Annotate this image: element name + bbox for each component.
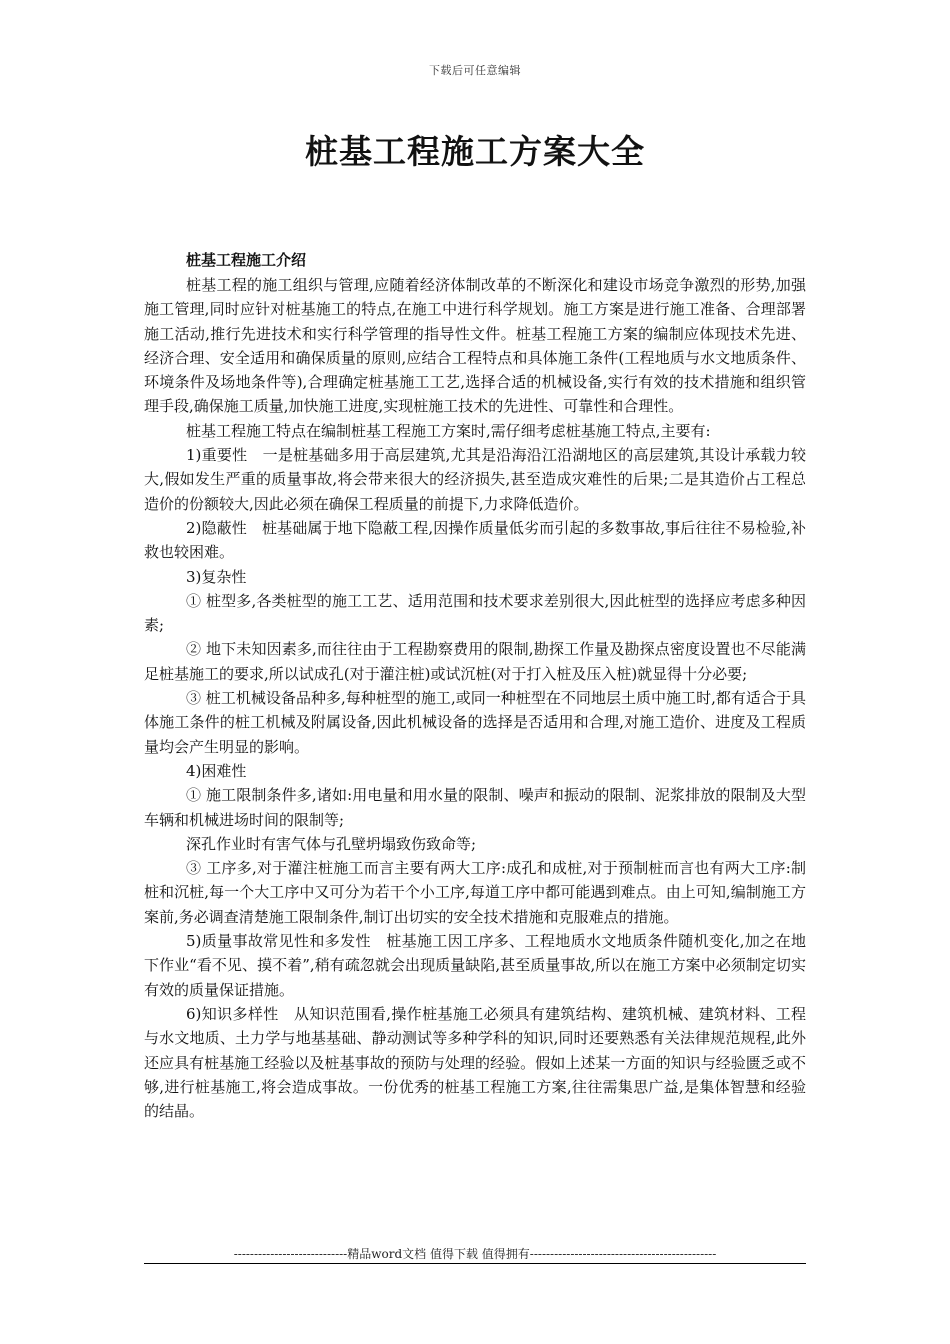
- paragraph-difficulty-1: ① 施工限制条件多,诸如:用电量和用水量的限制、噪声和振动的限制、泥浆排放的限制及大型车辆和机械进场时间的限制等;: [144, 786, 806, 829]
- paragraph-difficulty-3: ③ 工序多,对于灌注桩施工而言主要有两大工序:成孔和成桩,对于预制桩而言也有两大工序:制桩和沉桩,每一个大工序中又可分为若干个小工序,每道工序中都可能遇到难点。由上可知,编制施工方案前,务必调查清楚施工限制条件,制订出切实的安全技术措施和克服难点的措施。: [144, 859, 806, 926]
- paragraph-intro: 桩基工程的施工组织与管理,应随着经济体制改革的不断深化和建设市场竞争激烈的形势,加强施工管理,同时应针对桩基施工的特点,在施工中进行科学规划。施工方案是进行施工准备、合理部署施工活动,推行先进技术和实行科学管理的指导性文件。桩基工程施工方案的编制应体现技术先进、经济合理、安全适用和确保质量的原则,应结合工程特点和具体施工条件(工程地质与水文地质条件、环境条件及场地条件等),合理确定桩基施工工艺,选择合适的机械设备,实行有效的技术措施和组织管理手段,确保施工质量,加快施工进度,实现桩施工技术的先进性、可靠性和合理性。: [144, 276, 806, 416]
- paragraph-difficulty-heading: 4)困难性: [186, 761, 247, 780]
- section-heading: 桩基工程施工介绍: [186, 251, 307, 269]
- paragraph-difficulty-2: 深孔作业时有害气体与孔壁坍塌致伤致命等;: [186, 834, 477, 853]
- paragraph-features-lead: 桩基工程施工特点在编制桩基工程施工方案时,需仔细考虑桩基施工特点,主要有:: [186, 421, 711, 440]
- paragraph-knowledge-diversity: 6)知识多样性 从知识范围看,操作桩基施工必须具有建筑结构、建筑机械、建筑材料、工程与水文地质、土力学与地基基础、静动测试等多种学科的知识,同时还要熟悉有关法律规范规程,此外还应具有桩基施工经验以及桩基事故的预防与处理的经验。假如上述某一方面的知识与经验匮乏或不够,进行桩基施工,将会造成事故。一份优秀的桩基工程施工方案,往往需集思广益,是集体智慧和经验的结晶。: [144, 1004, 806, 1121]
- paragraph-complexity-heading: 3)复杂性: [186, 567, 247, 586]
- paragraph-complexity-1: ① 桩型多,各类桩型的施工工艺、适用范围和技术要求差别很大,因此桩型的选择应考虑多种因素;: [144, 591, 806, 635]
- page-footer: ----------------------------精品word文档 值得下载 值得拥有----------------------------------------------: [233, 1247, 717, 1261]
- paragraph-complexity-3: ③ 桩工机械设备品种多,每种桩型的施工,或同一种桩型在不同地层土质中施工时,都有适合于具体施工条件的桩工机械及附属设备,因此机械设备的选择是否适用和合理,对施工造价、进度及工程质量均会产生明显的影响。: [144, 689, 806, 756]
- document-title: 桩基工程施工方案大全: [305, 132, 645, 171]
- paragraph-quality-accidents: 5)质量事故常见性和多发性 桩基施工因工序多、工程地质水文地质条件随机变化,加之在地下作业“看不见、摸不着”,稍有疏忽就会出现质量缺陷,甚至质量事故,所以在施工方案中必须制定切实有效的质量保证措施。: [144, 932, 806, 999]
- footer-divider: [144, 1263, 806, 1264]
- document-body: [144, 248, 806, 1123]
- paragraph-complexity-2: ② 地下未知因素多,而往往由于工程勘察费用的限制,勘探工作量及勘探点密度设置也不尽能满足桩基施工的要求,所以试成孔(对于灌注桩)或试沉桩(对于打入桩及压入桩)就显得十分必要;: [144, 640, 806, 683]
- page-header: 下载后可任意编辑: [429, 64, 521, 77]
- paragraph-importance: 1)重要性 一是桩基础多用于高层建筑,尤其是沿海沿江沿湖地区的高层建筑,其设计承载力较大,假如发生严重的质量事故,将会带来很大的经济损失,甚至造成灾难性的后果;二是其造价占工程总造价的份额较大,因此必须在确保工程质量的前提下,力求降低造价。: [144, 446, 806, 513]
- paragraph-concealment: 2)隐蔽性 桩基础属于地下隐蔽工程,因操作质量低劣而引起的多数事故,事后往往不易检验,补救也较困难。: [144, 518, 806, 562]
